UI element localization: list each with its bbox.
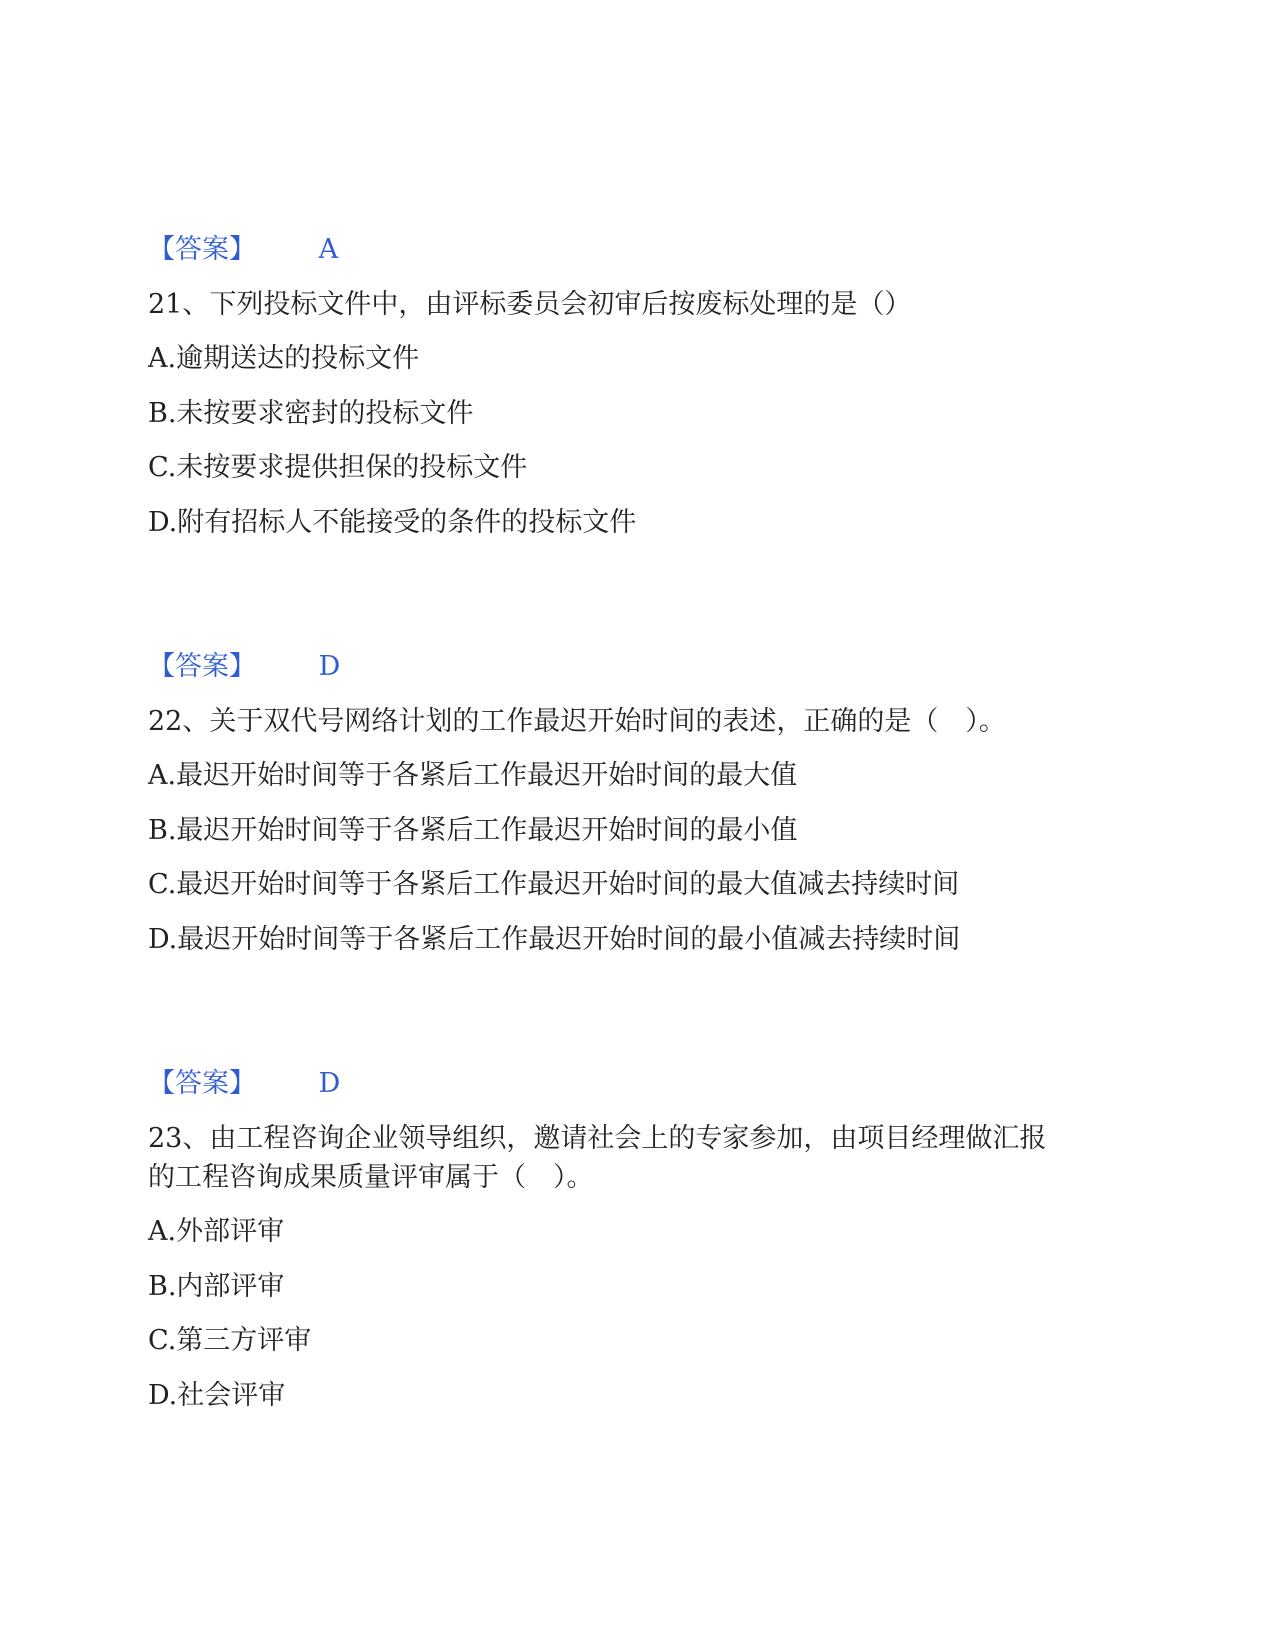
answer-value: D — [318, 651, 341, 682]
option-23-a: A.外部评审 — [148, 1216, 285, 1247]
answer-label: 【答案】 — [148, 234, 256, 265]
option-21-b: B.未按要求密封的投标文件 — [148, 398, 474, 429]
answer-value: D — [318, 1068, 341, 1099]
answer-value: A — [318, 234, 339, 265]
option-22-c: C.最迟开始时间等于各紧后工作最迟开始时间的最大值减去持续时间 — [148, 869, 960, 900]
option-23-c: C.第三方评审 — [148, 1325, 312, 1356]
answer-line-22 — [148, 1064, 340, 1104]
option-23-b: B.内部评审 — [148, 1271, 285, 1302]
option-22-a: A.最迟开始时间等于各紧后工作最迟开始时间的最大值 — [148, 760, 798, 791]
option-23-d: D.社会评审 — [148, 1380, 286, 1411]
option-21-d: D.附有招标人不能接受的条件的投标文件 — [148, 507, 637, 538]
answer-line-21 — [148, 647, 340, 687]
answer-label: 【答案】 — [148, 651, 256, 682]
option-22-b: B.最迟开始时间等于各紧后工作最迟开始时间的最小值 — [148, 815, 798, 846]
question-23-line-2: 的工程咨询成果质量评审属于（ ）。 — [148, 1162, 594, 1193]
question-22: 22、关于双代号网络计划的工作最迟开始时间的表述，正确的是（ ）。 — [148, 706, 1006, 737]
option-21-a: A.逾期送达的投标文件 — [148, 343, 420, 374]
option-22-d: D.最迟开始时间等于各紧后工作最迟开始时间的最小值减去持续时间 — [148, 924, 961, 955]
answer-label: 【答案】 — [148, 1068, 256, 1099]
question-21: 21、下列投标文件中，由评标委员会初审后按废标处理的是（） — [148, 289, 912, 320]
option-21-c: C.未按要求提供担保的投标文件 — [148, 452, 528, 483]
answer-line-20 — [148, 230, 338, 270]
question-23-line-1: 23、由工程咨询企业领导组织，邀请社会上的专家参加，由项目经理做汇报 — [148, 1123, 1047, 1154]
